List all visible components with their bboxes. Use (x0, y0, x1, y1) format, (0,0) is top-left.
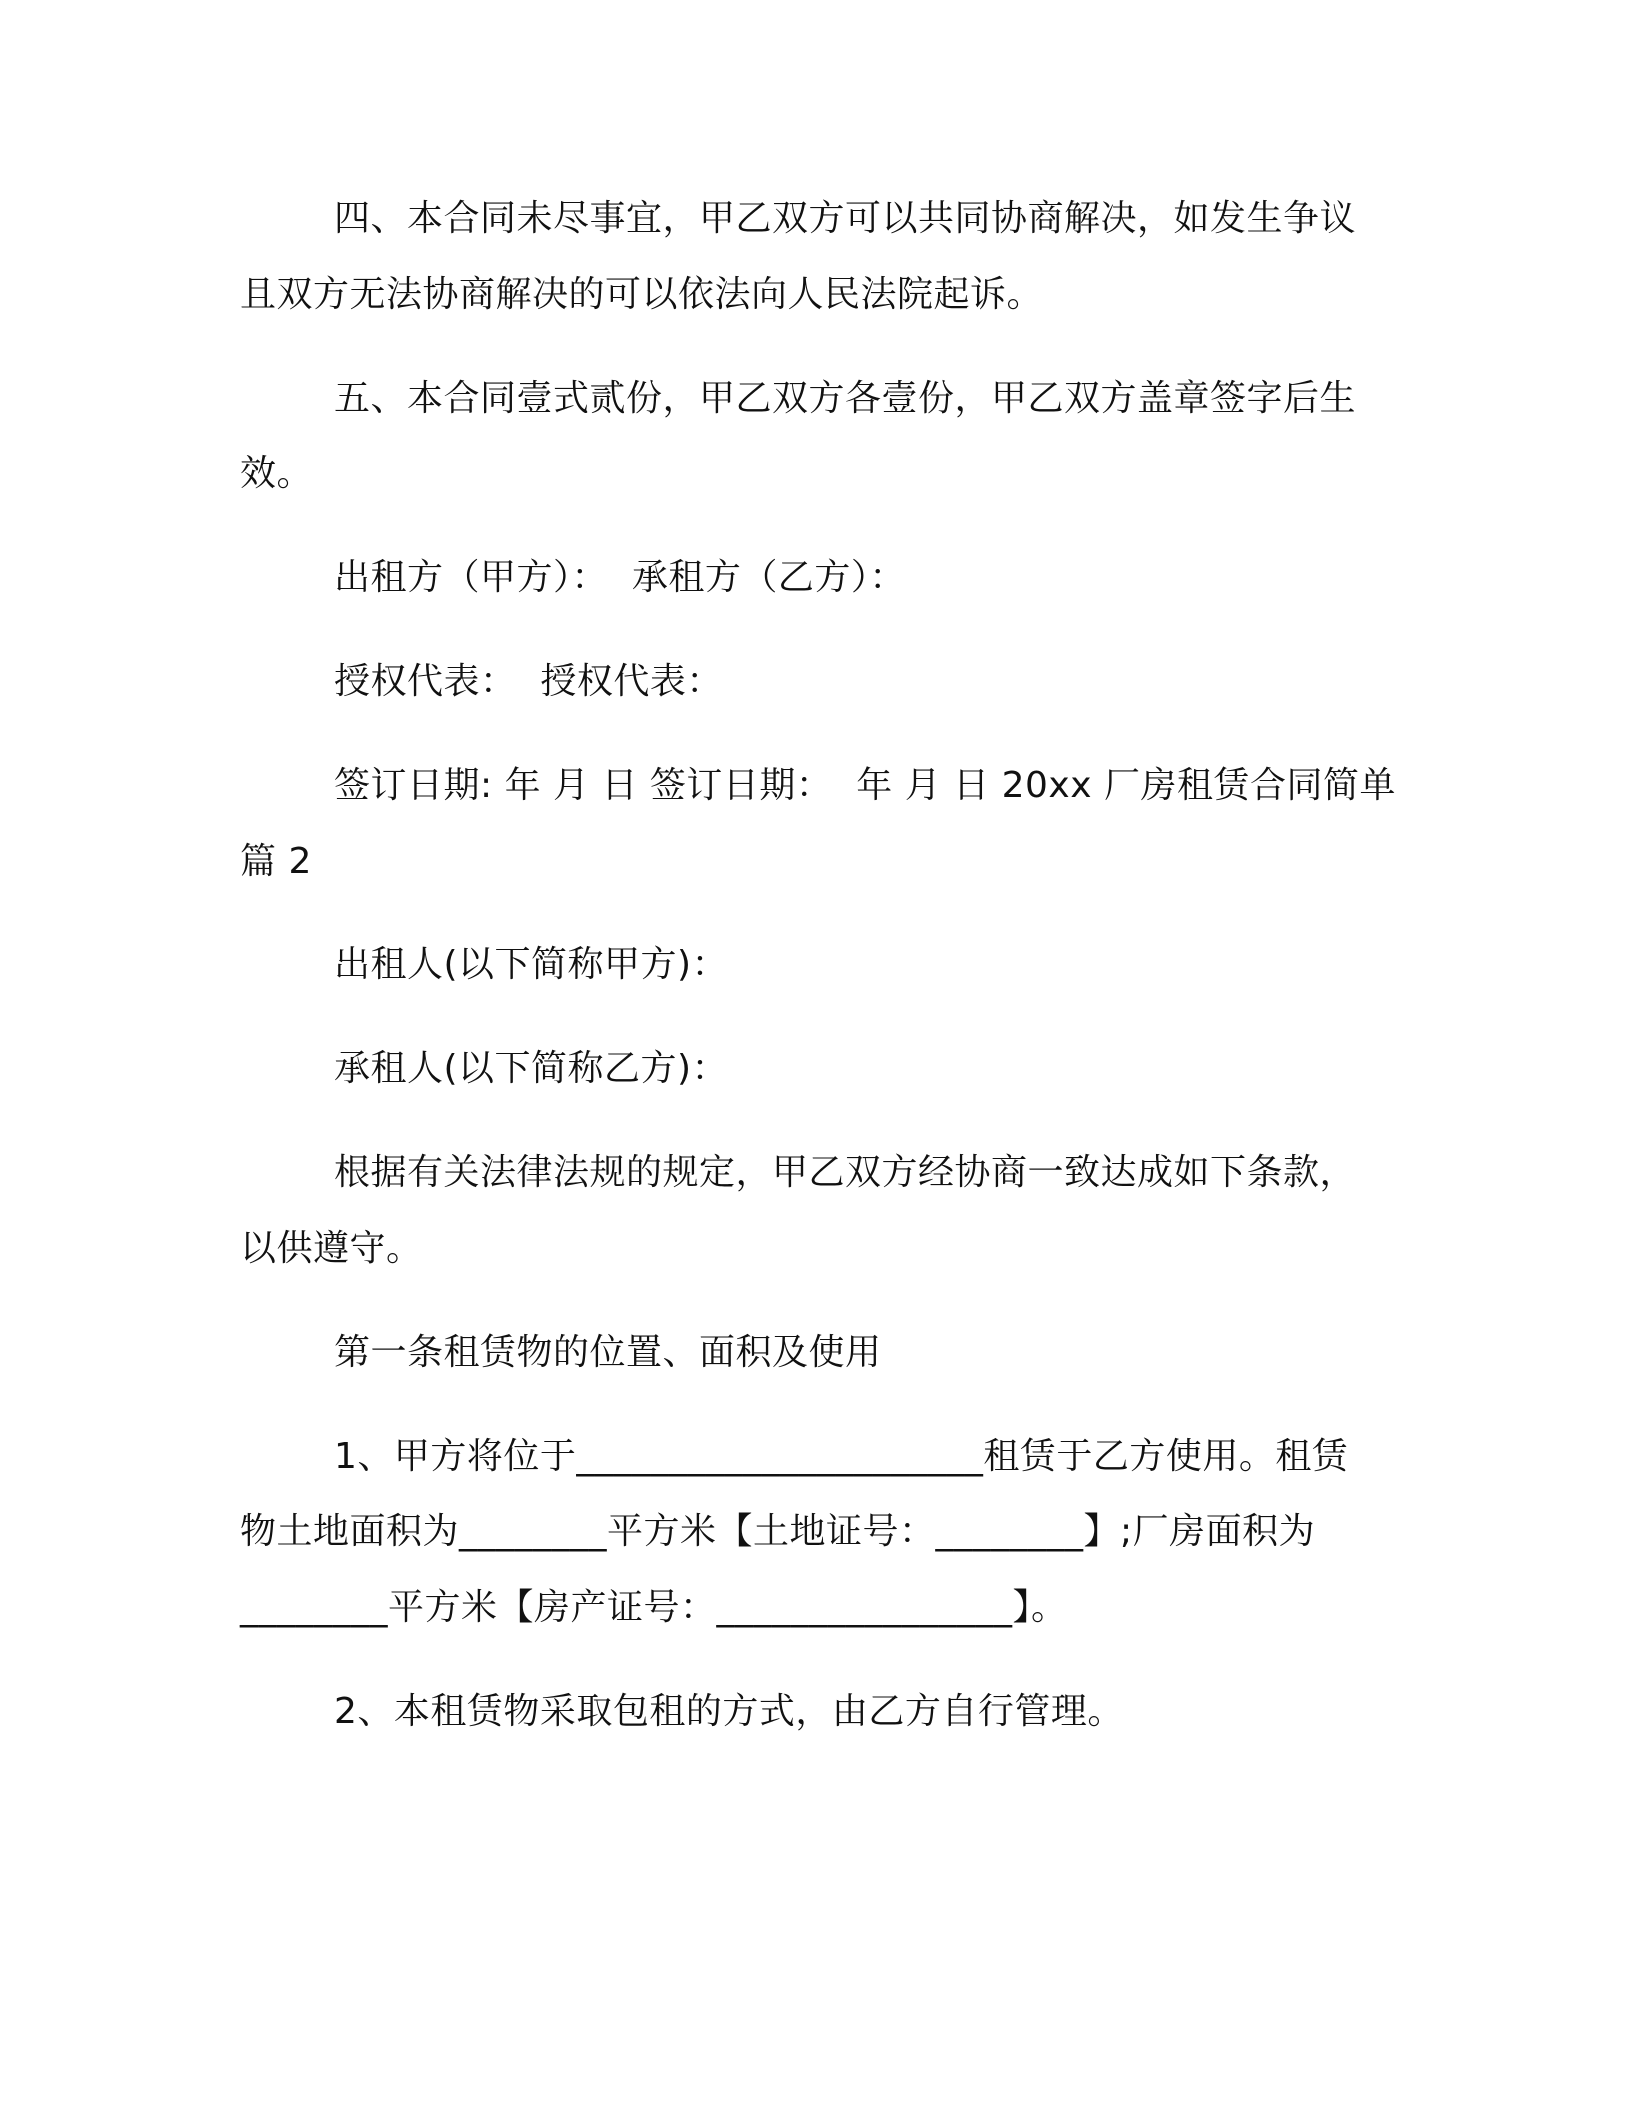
representatives-line: 授权代表： 授权代表： (334, 661, 723, 702)
clause-2-line-1: 2、本租赁物采取包租的方式，由乙方自行管理。 (334, 1691, 1124, 1732)
clause-1-line-3: ________平方米【房产证号：________________】。 (240, 1587, 1068, 1628)
clause-1-line-1: 1、甲方将位于______________________租赁于乙方使用。租赁 (334, 1436, 1349, 1477)
lessee-line: 承租人(以下简称乙方)： (334, 1048, 729, 1089)
signatories-line: 出租方（甲方）： 承租方（乙方）： (334, 557, 906, 598)
paragraph-5-line-2: 效。 (240, 453, 314, 494)
article-1-heading: 第一条租赁物的位置、面积及使用 (334, 1332, 882, 1373)
paragraph-5-line-1: 五、本合同壹式贰份，甲乙双方各壹份，甲乙双方盖章签字后生 (334, 378, 1357, 419)
paragraph-4-line-2: 且双方无法协商解决的可以依法向人民法院起诉。 (240, 274, 1044, 315)
signing-date-line-2: 篇 2 (240, 841, 312, 882)
paragraph-4-line-1: 四、本合同未尽事宜，甲乙双方可以共同协商解决，如发生争议 (334, 198, 1357, 239)
lessor-line: 出租人(以下简称甲方)： (334, 944, 729, 985)
clause-1-line-2: 物土地面积为________平方米【土地证号：________】;厂房面积为 (240, 1511, 1316, 1552)
signing-date-line-1: 签订日期: 年 月 日 签订日期： 年 月 日 20xx 厂房租赁合同简单 (334, 765, 1396, 806)
preamble-line-2: 以供遵守。 (240, 1228, 423, 1269)
preamble-line-1: 根据有关法律法规的规定，甲乙双方经协商一致达成如下条款， (334, 1152, 1357, 1193)
